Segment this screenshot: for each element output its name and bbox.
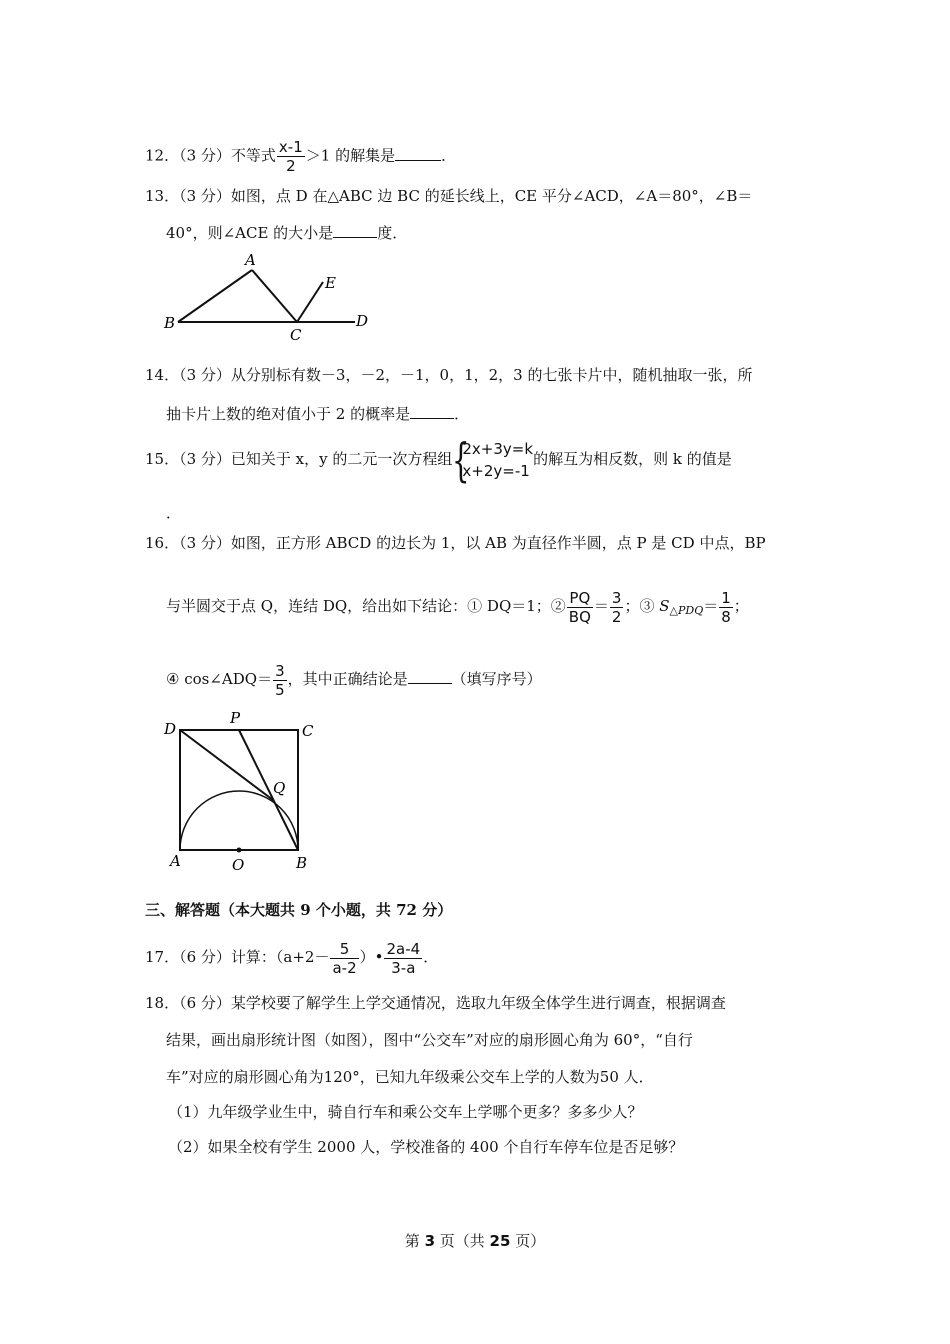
question-16-line-3 [166,657,542,701]
q15-text-pre: 已知关于 x，y 的二元一次方程组 [230,450,453,468]
question-18-line-2 [166,1029,693,1051]
q14-end: ． [454,405,470,423]
question-18-sub-2 [168,1136,683,1158]
q16-frac2-num: 3 [611,588,622,607]
question-18-line-1 [145,992,726,1014]
q15-brace: { [452,433,470,487]
q13-label-B: B [164,314,176,332]
q14-score: （3 分） [179,366,231,384]
q16-sep2: ； [733,597,749,615]
q12-score: （3 分） [179,146,231,165]
q16-text-3-end: （填写序号） [451,670,542,688]
q16-semicircle [180,791,298,850]
q15-equation-2: x+2y=-1 [462,462,530,480]
q16-score: （3 分） [179,534,231,552]
q12-answer-blank [395,145,441,161]
q16-sep1: ；③ [624,597,660,615]
page-footer [0,1230,950,1251]
q15-equation-system [452,433,534,487]
q13-segment-BA [178,270,252,322]
q16-number: 16． [145,534,180,552]
q16-text-3-post: ，其中正确结论是 [287,670,408,688]
q13-triangle-figure [160,250,380,345]
q16-eq2: ＝ [703,597,719,615]
q14-text-1: 从分别标有数－3，－2，－1，0，1，2，3 的七张卡片中，随机抽取一张，所 [230,366,753,384]
q13-label-A: A [245,251,256,269]
q16-point-O [237,848,242,853]
q13-text-2-end: 度． [377,224,408,242]
question-18-sub-1 [168,1101,643,1123]
q16-text-1: 如图，正方形 ABCD 的边长为 1，以 AB 为直径作半圆，点 P 是 CD 中点，BP [230,534,766,552]
q12-frac-denominator: 2 [286,157,296,175]
q15-equation-1: 2x+3y=k [462,440,534,458]
q16-frac-pq-bq [567,589,593,626]
q16-label-D: D [164,720,177,738]
q18-text-2: 结果，画出扇形统计图（如图），图中“公交车”对应的扇形圆心角为 60°，“自行 [166,1031,693,1049]
q16-label-P: P [230,709,241,727]
q17-score: （6 分） [179,948,231,966]
q18-text-3: 车”对应的扇形圆心角为120°，已知九年级乘公交车上学的人数为50 人． [166,1068,654,1086]
question-13-line-1 [145,185,752,207]
q17-frac1-num: 5 [330,940,358,959]
q16-area-label: S [659,597,670,615]
q15-number: 15． [145,450,180,468]
q12-frac-numerator: x-1 [278,138,303,156]
q16-frac-3-5 [273,662,287,699]
q18-number: 18． [145,994,180,1012]
q16-segment-PB [239,730,298,850]
section-3-heading [145,899,452,921]
q15-end: ． [166,504,182,522]
q14-number: 14． [145,366,180,384]
q13-text-2: 40°，则∠ACE 的大小是 [166,224,334,242]
q18-text-1: 某学校要了解学生上学交通情况，选取九年级全体学生进行调查，根据调查 [230,994,726,1012]
q16-frac4-den: 5 [275,680,285,699]
question-17 [145,935,438,979]
q12-text-post: ＞1 的解集是 [305,146,396,165]
q13-label-D: D [356,312,369,330]
q17-mid: ）• [359,948,384,966]
q17-frac2-den: 3-a [391,958,416,977]
question-13-line-2 [166,222,407,244]
q16-label-O: O [232,856,245,873]
q12-number: 12． [145,146,180,165]
q16-frac1-num: PQ [567,589,593,608]
q16-label-Q: Q [273,779,286,797]
q17-number: 17． [145,948,180,966]
question-12 [145,138,456,175]
question-16-line-2 [166,584,749,633]
q12-fraction [277,138,305,175]
q17-end: ． [423,948,439,966]
section-3-title: 三、解答题（本大题共 9 个小题，共 72 分） [145,901,453,919]
q16-frac2-den: 2 [611,607,622,626]
footer-post: 页） [510,1232,546,1250]
q16-frac3-num: 1 [721,588,731,607]
q15-score: （3 分） [179,450,231,468]
q16-text-3-pre: ④ cos∠ADQ＝ [166,670,273,688]
question-18-line-3 [166,1066,654,1088]
question-15-line-2 [166,502,181,524]
q18-subquestion-1: （1）九年级学业生中，骑自行车和乘公交车上学哪个更多？多多少人？ [168,1103,643,1121]
question-14-line-2 [166,403,469,425]
q13-answer-blank [333,222,377,238]
footer-pre: 第 [404,1232,425,1250]
q17-frac-1 [330,940,358,977]
question-14-line-1 [145,364,752,386]
q17-frac1-den: a-2 [332,958,357,977]
q15-text-post: 的解互为相反数，则 k 的值是 [533,450,732,468]
q13-label-C: C [290,326,302,344]
q12-end: ． [441,146,457,165]
q13-segment-AC [252,270,297,322]
q16-frac4-num: 3 [275,661,285,680]
q13-number: 13． [145,187,180,205]
q16-label-C: C [302,722,314,740]
q16-eq1: ＝ [593,597,609,615]
q13-score: （3 分） [179,187,231,205]
q16-area-subscript: △PDQ [669,604,704,617]
q13-text-1: 如图，点 D 在△ABC 边 BC 的延长线上，CE 平分∠ACD，∠A＝80°，∠B＝ [230,187,753,205]
q17-frac2-num: 2a-4 [386,939,421,958]
q16-frac1-den: BQ [568,607,591,626]
q18-score: （6 分） [179,994,231,1012]
q16-frac3-den: 8 [721,607,731,626]
question-15-line-1 [145,433,732,487]
q16-label-B: B [296,854,308,872]
q16-segment-DQ [180,730,273,800]
q18-subquestion-2: （2）如果全校有学生 2000 人，学校准备的 400 个自行车停车位是否足够？ [168,1138,684,1156]
q14-answer-blank [410,403,454,419]
q13-segment-CE [297,282,323,322]
footer-mid: 页（共 [435,1232,490,1250]
q16-label-A: A [170,852,181,870]
q14-text-2: 抽卡片上数的绝对值小于 2 的概率是 [166,405,411,423]
q13-label-E: E [325,274,336,292]
q16-square-figure [160,708,325,873]
q12-text-pre: 不等式 [230,146,276,165]
q17-frac-2 [384,940,422,977]
footer-total-pages: 25 [489,1232,511,1250]
q16-answer-blank [408,668,452,684]
footer-page-number: 3 [424,1232,435,1250]
q16-frac-3-2 [610,589,624,626]
q16-frac-1-8 [719,589,733,626]
question-16-line-1 [145,532,766,554]
q16-text-2: 与半圆交于点 Q，连结 DQ，给出如下结论：① DQ＝1；② [166,597,566,615]
q17-text-pre: 计算：（a+2－ [230,948,330,966]
